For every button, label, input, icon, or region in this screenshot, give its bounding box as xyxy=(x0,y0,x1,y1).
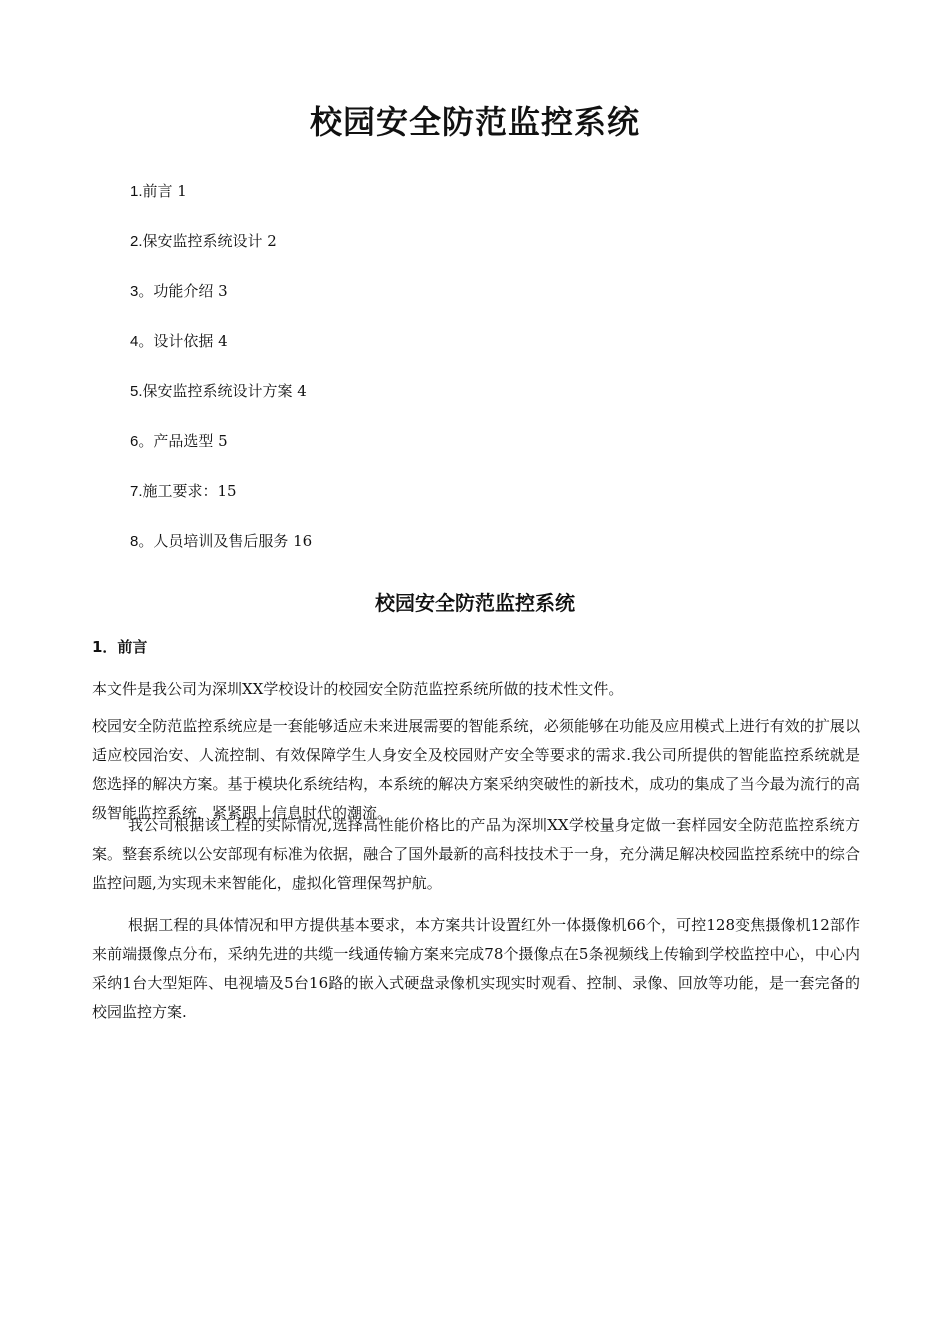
toc-item xyxy=(130,328,312,378)
toc-item xyxy=(130,478,312,528)
body-paragraph: 我公司根据该工程的实际情况,选择高性能价格比的产品为深圳XX学校量身定做一套样园安全防范监控系统方案。整套系统以公安部现有标准为依据，融合了国外最新的高科技技术于一身，充分满足解决校园监控系统中的综合监控问题,为实现未来智能化，虚拟化管理保驾护航。 xyxy=(92,816,860,892)
table-of-contents xyxy=(130,178,312,578)
toc-item-number: 5. xyxy=(130,383,143,400)
toc-item-number: 1. xyxy=(130,183,143,200)
toc-item-text: 。人员培训及售后服务 16 xyxy=(138,532,313,550)
toc-item-text: 。功能介绍 3 xyxy=(138,282,228,300)
section-title: 校园安全防范监控系统 xyxy=(375,591,575,615)
body-paragraph: 根据工程的具体情况和甲方提供基本要求，本方案共计设置红外一体摄像机66个，可控128变焦摄像机12部作来前端摄像点分布，采纳先进的共缆一线通传输方案来完成78个摄像点在5条视频线上传输到学校监控中心，中心内采纳1台大型矩阵、电视墙及5台16路的嵌入式硬盘录像机实现实时观看、控制、录像、回放等功能，是一套完备的校园监控方案. xyxy=(92,916,860,1021)
toc-item-text: 。产品选型 5 xyxy=(138,432,228,450)
toc-item-number: 3 xyxy=(130,283,139,300)
body-paragraph: 校园安全防范监控系统应是一套能够适应未来进展需要的智能系统，必须能够在功能及应用模式上进行有效的扩展以适应校园治安、人流控制、有效保障学生人身安全及校园财产安全等要求的需求.我公司所提供的智能监控系统就是您选择的解决方案。基于模块化系统结构，本系统的解决方案采纳突破性的新技术，成功的集成了当今最为流行的高级智能监控系统，紧紧跟上信息时代的潮流。 xyxy=(92,717,860,822)
toc-item-text: 保安监控系统设计方案 4 xyxy=(142,382,307,400)
toc-item xyxy=(130,178,312,228)
toc-item-number: 7. xyxy=(130,483,143,500)
toc-item-text: 保安监控系统设计 2 xyxy=(142,232,277,250)
toc-item xyxy=(130,528,312,578)
section-heading-preface: 1．前言 xyxy=(92,638,148,656)
body-paragraph: 本文件是我公司为深圳XX学校设计的校园安全防范监控系统所做的技术性文件。 xyxy=(92,680,624,698)
toc-item xyxy=(130,428,312,478)
toc-item-text: 施工要求：15 xyxy=(142,482,237,500)
toc-item xyxy=(130,378,312,428)
toc-item-number: 4 xyxy=(130,333,139,350)
toc-item xyxy=(130,228,312,278)
toc-item-number: 2. xyxy=(130,233,143,250)
toc-item-number: 6 xyxy=(130,433,139,450)
toc-item-number: 8 xyxy=(130,533,139,550)
toc-item-text: 。设计依据 4 xyxy=(138,332,228,350)
toc-item-text: 前言 1 xyxy=(142,182,187,200)
toc-item xyxy=(130,278,312,328)
document-title: 校园安全防范监控系统 xyxy=(309,103,640,141)
